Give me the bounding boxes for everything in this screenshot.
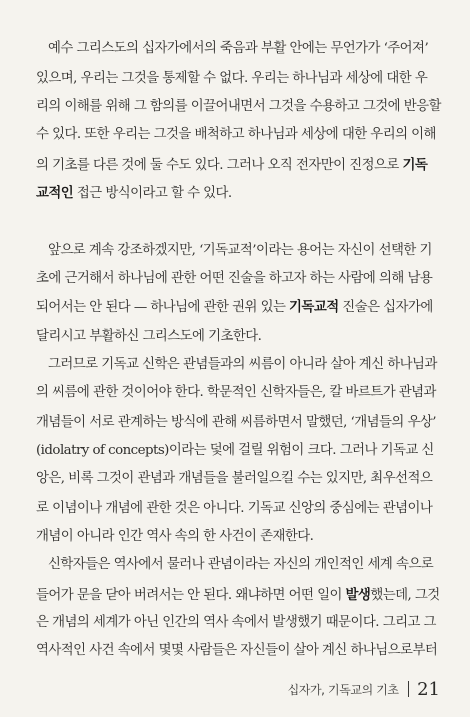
text-line bbox=[36, 298, 444, 317]
text-line bbox=[36, 642, 444, 660]
text-segment: 접근 방식이라고 할 수 있다. bbox=[73, 186, 232, 201]
text-segment: 되어서는 안 된다 — 하나님에 관한 권위 있는 bbox=[36, 300, 290, 315]
text-segment: 신학자들은 역사에서 물러나 관념이라는 자신의 개인적인 세계 속으로 bbox=[48, 557, 434, 572]
text-segment: 예수 그리스도의 십자가에서의 죽음과 부활 안에는 무언가가 ‘주어져’ bbox=[48, 41, 429, 56]
page-number: 21 bbox=[417, 678, 440, 700]
page-footer bbox=[288, 676, 440, 702]
text-segment: 진술은 십자가에 bbox=[338, 300, 433, 315]
emphasis-text: 발생 bbox=[345, 587, 371, 603]
text-line bbox=[36, 126, 444, 144]
text-line bbox=[36, 40, 456, 58]
text-line bbox=[36, 414, 444, 432]
text-segment: 역사적인 사건 속에서 몇몇 사람들은 자신들이 살아 계신 하나님으로부터 bbox=[36, 643, 438, 658]
text-line bbox=[36, 156, 444, 175]
text-line bbox=[36, 470, 444, 488]
text-line bbox=[36, 556, 456, 574]
text-segment: 개념이 아니라 인간 역사 속의 한 사건이 존재한다. bbox=[36, 529, 314, 544]
text-line bbox=[36, 442, 444, 460]
text-line bbox=[36, 242, 456, 260]
text-line bbox=[36, 500, 444, 518]
text-segment: 그러므로 기독교 신학은 관념들과의 씨름이 아니라 살아 계신 하나님과 bbox=[48, 357, 437, 372]
emphasis-text: 기독 bbox=[402, 157, 428, 173]
text-segment: 앞으로 계속 강조하겠지만, ‘기독교적’이라는 용어는 자신이 선택한 기 bbox=[48, 243, 432, 258]
text-segment: 했는데, 그것 bbox=[370, 588, 440, 603]
text-line bbox=[36, 270, 444, 288]
text-segment: (idolatry of concepts)이라는 덫에 걸릴 위험이 크다. 그러나 기독교 신 bbox=[36, 443, 434, 458]
text-segment: 앙은, 비록 그것이 관념과 개념들을 불러일으킬 수는 있지만, 최우선적으 bbox=[36, 471, 433, 486]
text-line bbox=[36, 184, 444, 203]
text-line bbox=[36, 528, 444, 546]
text-segment: 들어가 문을 닫아 버려서는 안 된다. 왜냐하면 어떤 일이 bbox=[36, 588, 346, 603]
text-segment: 개념들이 서로 관계하는 방식에 관해 씨름하면서 말했던, ‘개념들의 우상’ bbox=[36, 415, 436, 430]
text-segment: 수 있다. 또한 우리는 그것을 배척하고 하나님과 세상에 대한 우리의 이해 bbox=[36, 127, 436, 142]
text-segment: 은 개념의 세계가 아닌 인간의 역사 속에서 발생했기 때문이다. 그리고 그 bbox=[36, 615, 436, 630]
footer-divider bbox=[408, 681, 410, 697]
text-line bbox=[36, 70, 444, 88]
text-line bbox=[36, 586, 444, 605]
text-line bbox=[36, 614, 444, 632]
text-segment: 초에 근거해서 하나님에 관한 어떤 진술을 하고자 하는 사람에 의해 남용 bbox=[36, 271, 433, 286]
text-segment: 있으며, 우리는 그것을 통제할 수 없다. 우리는 하나님과 세상에 대한 우 bbox=[36, 71, 428, 86]
text-segment: 의 기초를 다른 것에 둘 수도 있다. 그러나 오직 전자만이 진정으로 bbox=[36, 158, 403, 173]
emphasis-text: 교적인 bbox=[36, 185, 74, 201]
text-line bbox=[36, 356, 456, 374]
emphasis-text: 기독교적 bbox=[289, 299, 339, 315]
text-segment: 리의 이해를 위해 그 함의를 이끌어내면서 그것을 수용하고 그것에 반응할 bbox=[36, 99, 441, 114]
text-segment: 로 이념이나 개념에 관한 것은 아니다. 기독교 신앙의 중심에는 관념이나 bbox=[36, 501, 433, 516]
text-line bbox=[36, 384, 444, 402]
text-segment: 달리시고 부활하신 그리스도에 기초한다. bbox=[36, 329, 262, 344]
text-segment: 의 씨름에 관한 것이어야 한다. 학문적인 신학자들은, 칼 바르트가 관념과 bbox=[36, 385, 436, 400]
running-title: 십자가, 기독교의 기초 bbox=[287, 682, 399, 697]
text-line bbox=[36, 98, 444, 116]
text-line bbox=[36, 328, 444, 346]
